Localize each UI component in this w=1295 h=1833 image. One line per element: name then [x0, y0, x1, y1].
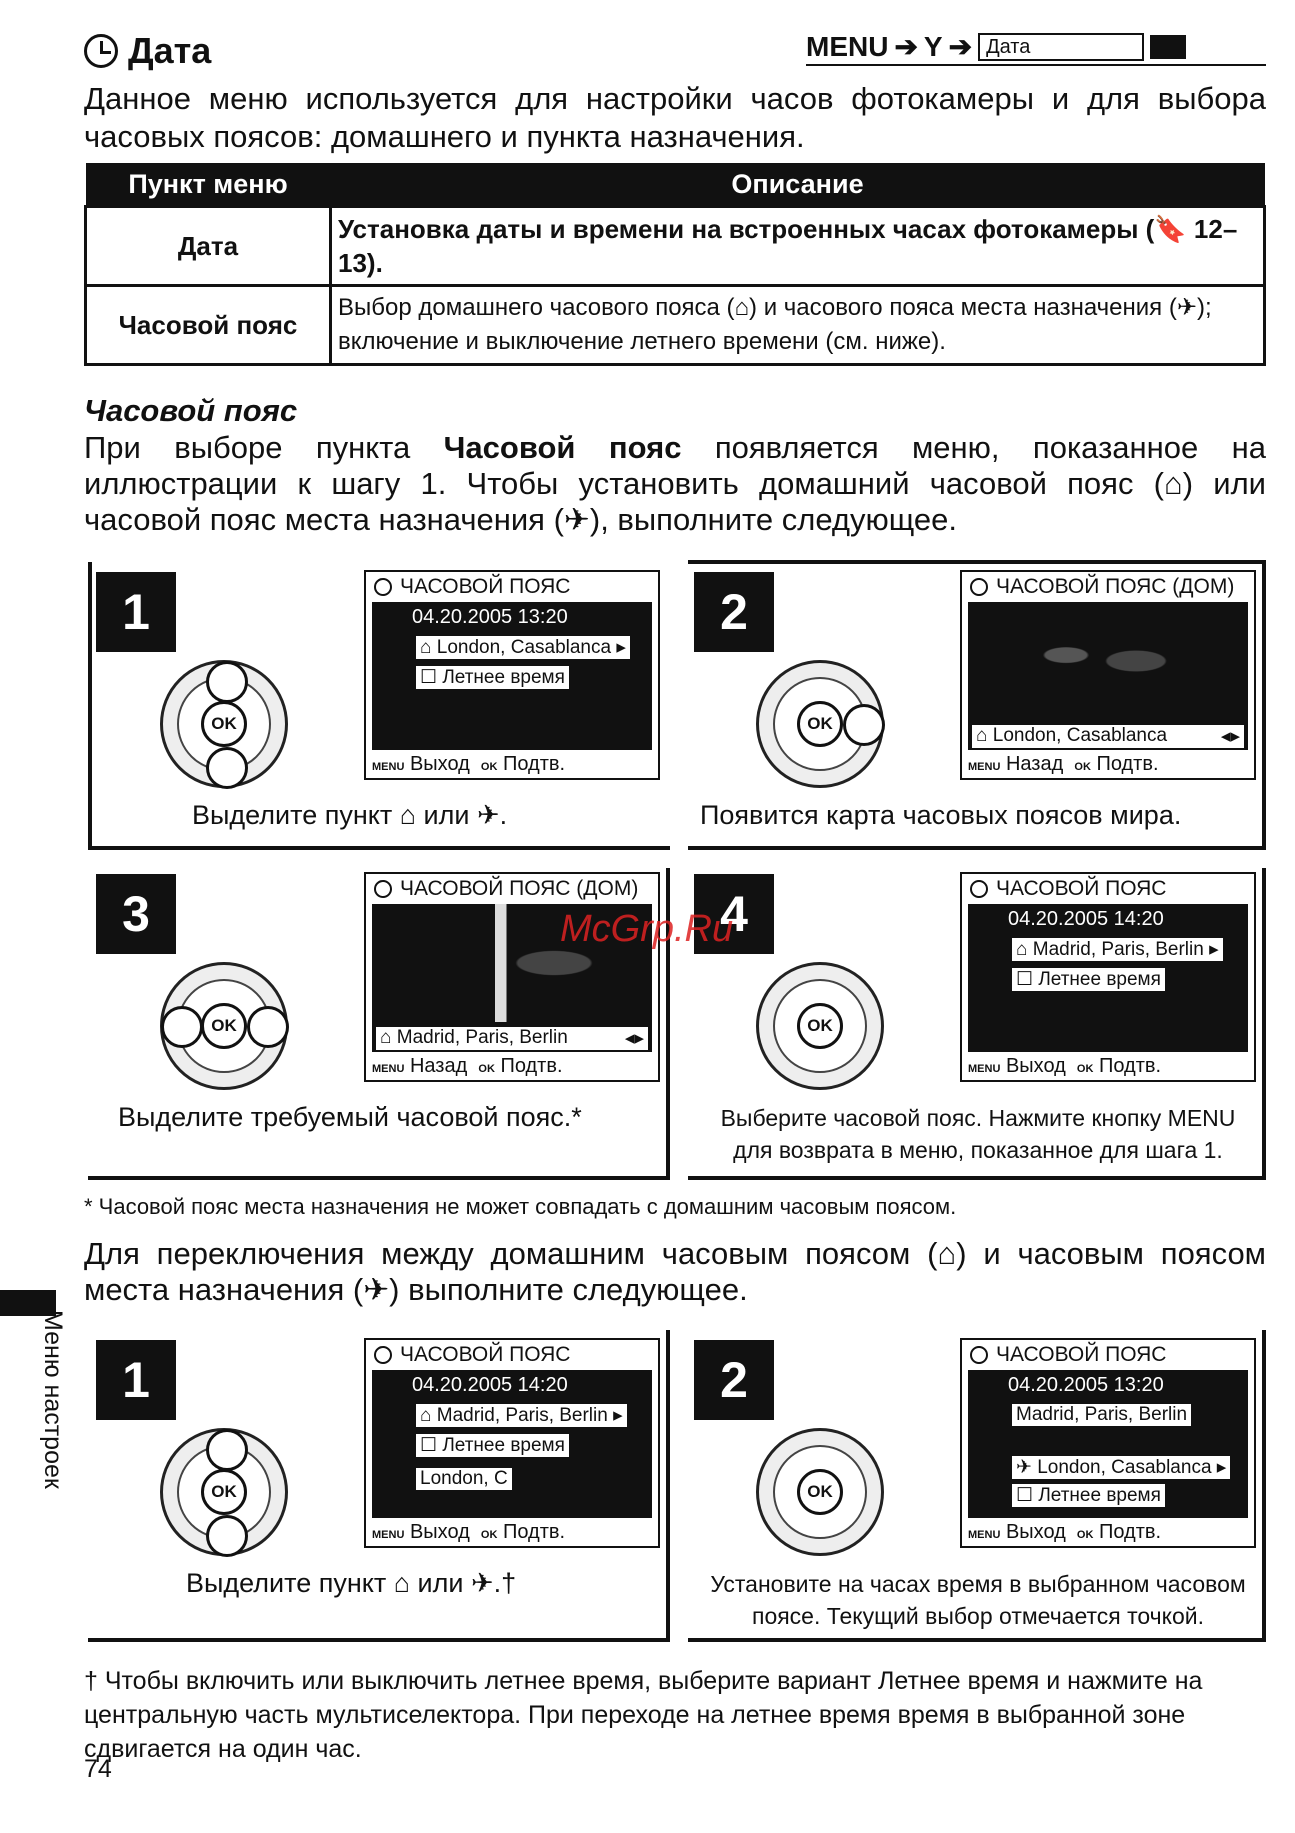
- menu-table: [84, 163, 1266, 366]
- table-row: Дата Установка даты и времени на встроенных часах фотокамеры (🔖 12–13).: [86, 207, 1265, 286]
- ok-button[interactable]: OK: [797, 1469, 843, 1515]
- ok-button[interactable]: OK: [201, 1469, 247, 1515]
- zone-row: Madrid, Paris, Berlin: [1012, 1404, 1191, 1426]
- clock-icon: [970, 578, 988, 596]
- breadcrumb-item: Дата: [978, 33, 1144, 61]
- lcd-screen: ЧАСОВОЙ ПОЯС (ДОМ) ⌂ London, Casablanca ◂▸ MENU Назад OK Подтв.: [960, 570, 1256, 780]
- wrench-icon: Y: [923, 30, 943, 62]
- zone-row-dest: London, C: [416, 1468, 512, 1490]
- multi-selector[interactable]: [756, 962, 884, 1090]
- lcd-screen: ЧАСОВОЙ ПОЯС (ДОМ) ⌂ Madrid, Paris, Berlin ◂▸ MENU Назад OK Подтв.: [364, 872, 660, 1082]
- breadcrumb: MENU ➔ Y ➔ Дата: [806, 30, 1186, 63]
- ok-button[interactable]: OK: [201, 1003, 247, 1049]
- page-number: 74: [84, 1755, 112, 1783]
- ok-button[interactable]: OK: [201, 701, 247, 747]
- zone-row: ⌂ London, Casablanca ◂▸: [972, 725, 1244, 748]
- down-highlight-icon: [206, 747, 248, 789]
- table-header: Описание: [331, 163, 1265, 207]
- section-title: Часовой пояс: [84, 393, 298, 428]
- step-caption: Выделите пункт ⌂ или ✈.†: [186, 1568, 517, 1598]
- multi-selector[interactable]: [160, 962, 288, 1090]
- clock-icon: [84, 34, 118, 68]
- step-number: 2: [694, 572, 774, 652]
- divider: [806, 64, 1266, 66]
- multi-selector[interactable]: [160, 1428, 288, 1556]
- section-text: При выборе пункта Часовой пояс появляется меню, показанное на иллюстрации к шагу 1. Чтобы установить домашний часовой пояс (⌂) или часовой пояс места назначения (✈), выполните следующее.: [84, 430, 1266, 537]
- footnote-dagger: † Чтобы включить или выключить летнее время, выберите вариант Летнее время и нажмите на центральную часть мультиселектора. При переходе на летнее время время в выбранной зоне сдвигается на один час.: [84, 1667, 1203, 1763]
- step-number: 2: [694, 1340, 774, 1420]
- ok-button[interactable]: OK: [797, 701, 843, 747]
- side-label: Меню настроек: [39, 1310, 67, 1489]
- intro-text: Данное меню используется для настройки часов фотокамеры и для выбора часовых поясов: домашнего и пункта назначения.: [84, 81, 1266, 154]
- multi-selector[interactable]: [160, 660, 288, 788]
- step-caption: Выделите требуемый часовой пояс.*: [118, 1102, 582, 1132]
- lcd-screen: ЧАСОВОЙ ПОЯС 04.20.2005 14:20 ⌂ Madrid, Paris, Berlin ▸ ☐ Летнее время MENU Выход OK Подтв.: [960, 872, 1256, 1082]
- page-title: Дата: [84, 30, 211, 72]
- step-caption: Установите на часах время в выбранном часовом поясе. Текущий выбор отмечается точкой.: [710, 1571, 1246, 1629]
- step-caption: Выберите часовой пояс. Нажмите кнопку MENU для возврата в меню, показанное для шага 1.: [720, 1105, 1236, 1163]
- zone-row: ⌂ Madrid, Paris, Berlin ▸: [416, 1404, 627, 1427]
- end-marker-icon: [1150, 35, 1186, 59]
- clock-icon: [374, 1346, 392, 1364]
- zone-row: ⌂ Madrid, Paris, Berlin ◂▸: [376, 1027, 648, 1050]
- zone-row: ⌂ Madrid, Paris, Berlin ▸: [1012, 938, 1223, 961]
- up-highlight-icon: [206, 661, 248, 703]
- table-row: Часовой пояс Выбор домашнего часового пояса (⌂) и часового пояса места назначения (✈); включение и выключение летнего времени (см. ниже).: [86, 286, 1265, 365]
- lcd-screen: ЧАСОВОЙ ПОЯС 04.20.2005 13:20 ⌂ London, Casablanca ▸ ☐ Летнее время MENU Выход OK Подтв.: [364, 570, 660, 780]
- clock-icon: [374, 578, 392, 596]
- down-highlight-icon: [206, 1515, 248, 1557]
- step-caption: Появится карта часовых поясов мира.: [700, 800, 1182, 830]
- step-number: 1: [96, 572, 176, 652]
- step-number: 4: [694, 874, 774, 954]
- lcd-screen: ЧАСОВОЙ ПОЯС 04.20.2005 13:20 Madrid, Paris, Berlin ✈ London, Casablanca ▸ ☐ Летнее время MENU Выход OK Подтв.: [960, 1338, 1256, 1548]
- left-highlight-icon: [161, 1006, 203, 1048]
- multi-selector[interactable]: [756, 660, 884, 788]
- zone-row-dest: ✈ London, Casablanca ▸: [1012, 1456, 1230, 1479]
- lcd-screen: ЧАСОВОЙ ПОЯС 04.20.2005 14:20 ⌂ Madrid, Paris, Berlin ▸ ☐ Летнее время London, C MENU Выход OK Подтв.: [364, 1338, 660, 1548]
- step-number: 3: [96, 874, 176, 954]
- arrow-icon: ➔: [948, 31, 973, 62]
- clock-icon: [374, 880, 392, 898]
- step-number: 1: [96, 1340, 176, 1420]
- zone-row: ⌂ London, Casablanca ▸: [416, 636, 630, 659]
- multi-selector[interactable]: [756, 1428, 884, 1556]
- table-header: Пункт меню: [86, 163, 331, 207]
- dst-row: ☐ Летнее время: [416, 1434, 569, 1457]
- world-map: [968, 602, 1248, 720]
- ok-button[interactable]: OK: [797, 1003, 843, 1049]
- dst-row: ☐ Летнее время: [416, 666, 569, 689]
- watermark: McGrp.Ru: [560, 908, 734, 950]
- footnote-star: * Часовой пояс места назначения не может совпадать с домашним часовым поясом.: [84, 1194, 957, 1219]
- step-caption: Выделите пункт ⌂ или ✈.: [192, 800, 508, 830]
- dst-row: ☐ Летнее время: [1012, 968, 1165, 991]
- clock-icon: [970, 880, 988, 898]
- up-highlight-icon: [206, 1429, 248, 1471]
- switch-text: Для переключения между домашним часовым поясом (⌂) и часовым поясом места назначения (✈) выполните следующее.: [84, 1236, 1266, 1307]
- right-highlight-icon: [247, 1006, 289, 1048]
- dst-row: ☐ Летнее время: [1012, 1484, 1165, 1507]
- right-highlight-icon: [843, 704, 885, 746]
- clock-icon: [970, 1346, 988, 1364]
- arrow-icon: ➔: [894, 31, 918, 62]
